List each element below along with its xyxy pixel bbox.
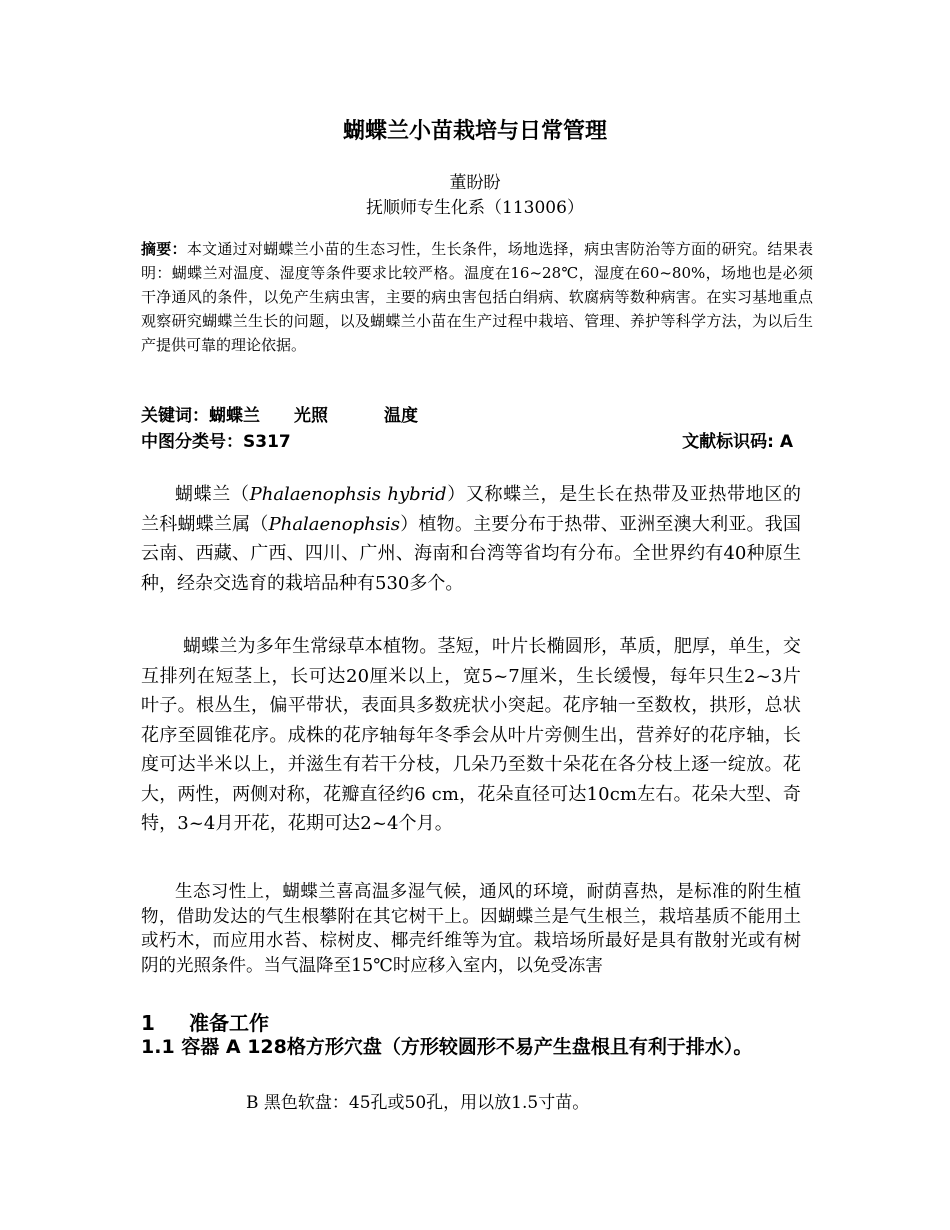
list-item-b: B 黑色软盘：45孔或50孔，用以放1.5寸苗。 <box>246 1093 590 1113</box>
subsection-heading-1-1: 1.1 容器 A 128格方形穴盘（方形较圆形不易产生盘根且有利于排水）。 <box>141 1036 753 1058</box>
keyword-2: 光照 <box>294 406 328 426</box>
section-number: 1 <box>141 1011 155 1035</box>
p1-text-a: 蝴蝶兰（ <box>175 484 250 505</box>
clc-number: 中图分类号：S317 <box>141 432 291 452</box>
abstract-label: 摘要： <box>141 240 187 258</box>
body-paragraph-2: 蝴蝶兰为多年生常绿草本植物。茎短，叶片长椭圆形，革质，肥厚，单生，交互排列在短茎上，长可达20厘米以上，宽5~7厘米，生长缓慢，每年只生2~3片叶子。根丛生，偏平带状，表面具多数疣状小突起。花序轴一至数枚，拱形，总状花序至圆锥花序。成株的花序轴每年冬季会从叶片旁侧生出，营养好的花序轴，长度可达半米以上，并滋生有若干分枝，几朵乃至数十朵花在各分枝上逐一绽放。花大，两性，两侧对称，花瓣直径约6 cm，花朵直径可达10cm左右。花朵大型、奇特，3~4月开花，花期可达2~4个月。 <box>141 636 801 834</box>
body-paragraph-1 <box>141 480 801 598</box>
author-name: 董盼盼 <box>449 173 501 193</box>
p1-text-c: ）植物。主要分布于热带、亚洲至澳大利亚。我国云南、西藏、广西、四川、广州、海南和台湾等省均有分布。全世界约有40种原生种，经杂交选育的栽培品种有530多个。 <box>141 513 802 594</box>
abstract <box>141 237 813 357</box>
author-affiliation: 抚顺师专生化系（113006） <box>366 198 584 218</box>
latin-name-2: Phalaenophsis <box>268 513 400 535</box>
section-title: 准备工作 <box>189 1011 269 1035</box>
paper-title: 蝴蝶兰小苗栽培与日常管理 <box>342 118 607 144</box>
keyword-1: 蝴蝶兰 <box>209 406 260 426</box>
keywords-line <box>141 401 801 426</box>
keywords-label: 关键词： <box>141 406 209 426</box>
document-code: 文献标识码: A <box>682 432 793 452</box>
classification-line <box>141 427 801 452</box>
latin-name-1: Phalaenophsis hybrid <box>249 484 447 505</box>
section-heading-1 <box>141 1007 269 1036</box>
keyword-3: 温度 <box>384 406 418 426</box>
abstract-text: 本文通过对蝴蝶兰小苗的生态习性，生长条件，场地选择，病虫害防治等方面的研究。结果表明：蝴蝶兰对温度、湿度等条件要求比较严格。温度在16~28℃，湿度在60~80%，场地也是必须干净通风的条件，以免产生病虫害，主要的病虫害包括白绢病、软腐病等数种病害。在实习基地重点观察研究蝴蝶兰生长的问题，以及蝴蝶兰小苗在生产过程中栽培、管理、养护等科学方法，为以后生产提供可靠的理论依据。 <box>141 240 813 354</box>
body-paragraph-3: 生态习性上，蝴蝶兰喜高温多湿气候，通风的环境，耐荫喜热，是标准的附生植物，借助发达的气生根攀附在其它树干上。因蝴蝶兰是气生根兰，栽培基质不能用土或朽木，而应用水苔、棕树皮、椰壳纤维等为宜。栽培场所最好是具有散射光或有树阴的光照条件。当气温降至15℃时应移入室内，以免受冻害 <box>141 882 801 976</box>
p1-text-b: ）又称蝶兰，是生长在热带及亚热带地区的兰科蝴蝶兰属（ <box>141 484 801 535</box>
